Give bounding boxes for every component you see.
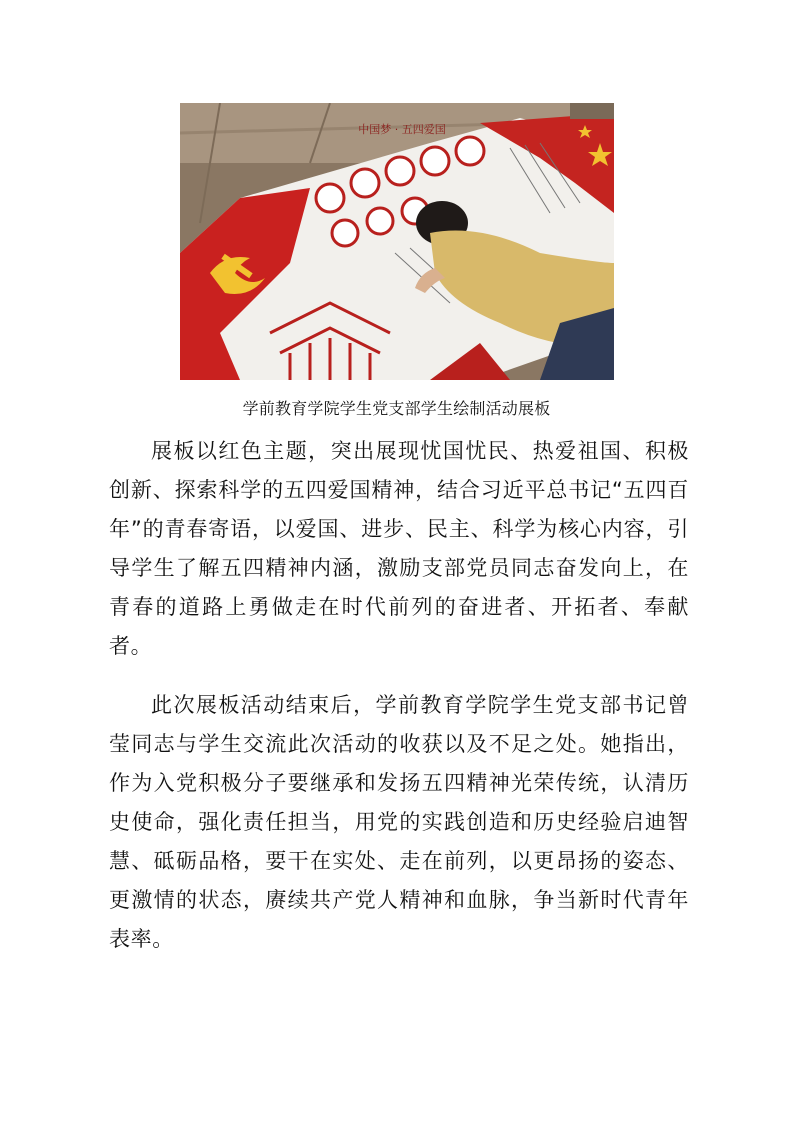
body-paragraph-2: 此次展板活动结束后，学前教育学院学生党支部书记曾莹同志与学生交流此次活动的收获以及不足之处。她指出，作为入党积极分子要继承和发扬五四精神光荣传统，认清历史使命，强化责任担当，用党的实践创造和历史经验启迪智慧、砥砺品格，要干在实处、走在前列，以更昂扬的姿态、更激情的状态，赓续共产党人精神和血脉，争当新时代青年表率。 [109, 693, 689, 951]
photo-illustration [180, 103, 614, 380]
activity-photo [180, 103, 614, 380]
photo-caption: 学前教育学院学生党支部学生绘制活动展板 [242, 399, 551, 418]
body-paragraph-1: 展板以红色主题，突出展现忧国忧民、热爱祖国、积极创新、探索科学的五四爱国精神，结合习近平总书记“五四百年”的青春寄语，以爱国、进步、民主、科学为核心内容，引导学生了解五四精神内涵，激励支部党员同志奋发向上，在青春的道路上勇做走在时代前列的奋进者、开拓者、奉献者。 [109, 439, 689, 658]
banner-text: 中国梦 · 五四爱国 [358, 123, 446, 136]
